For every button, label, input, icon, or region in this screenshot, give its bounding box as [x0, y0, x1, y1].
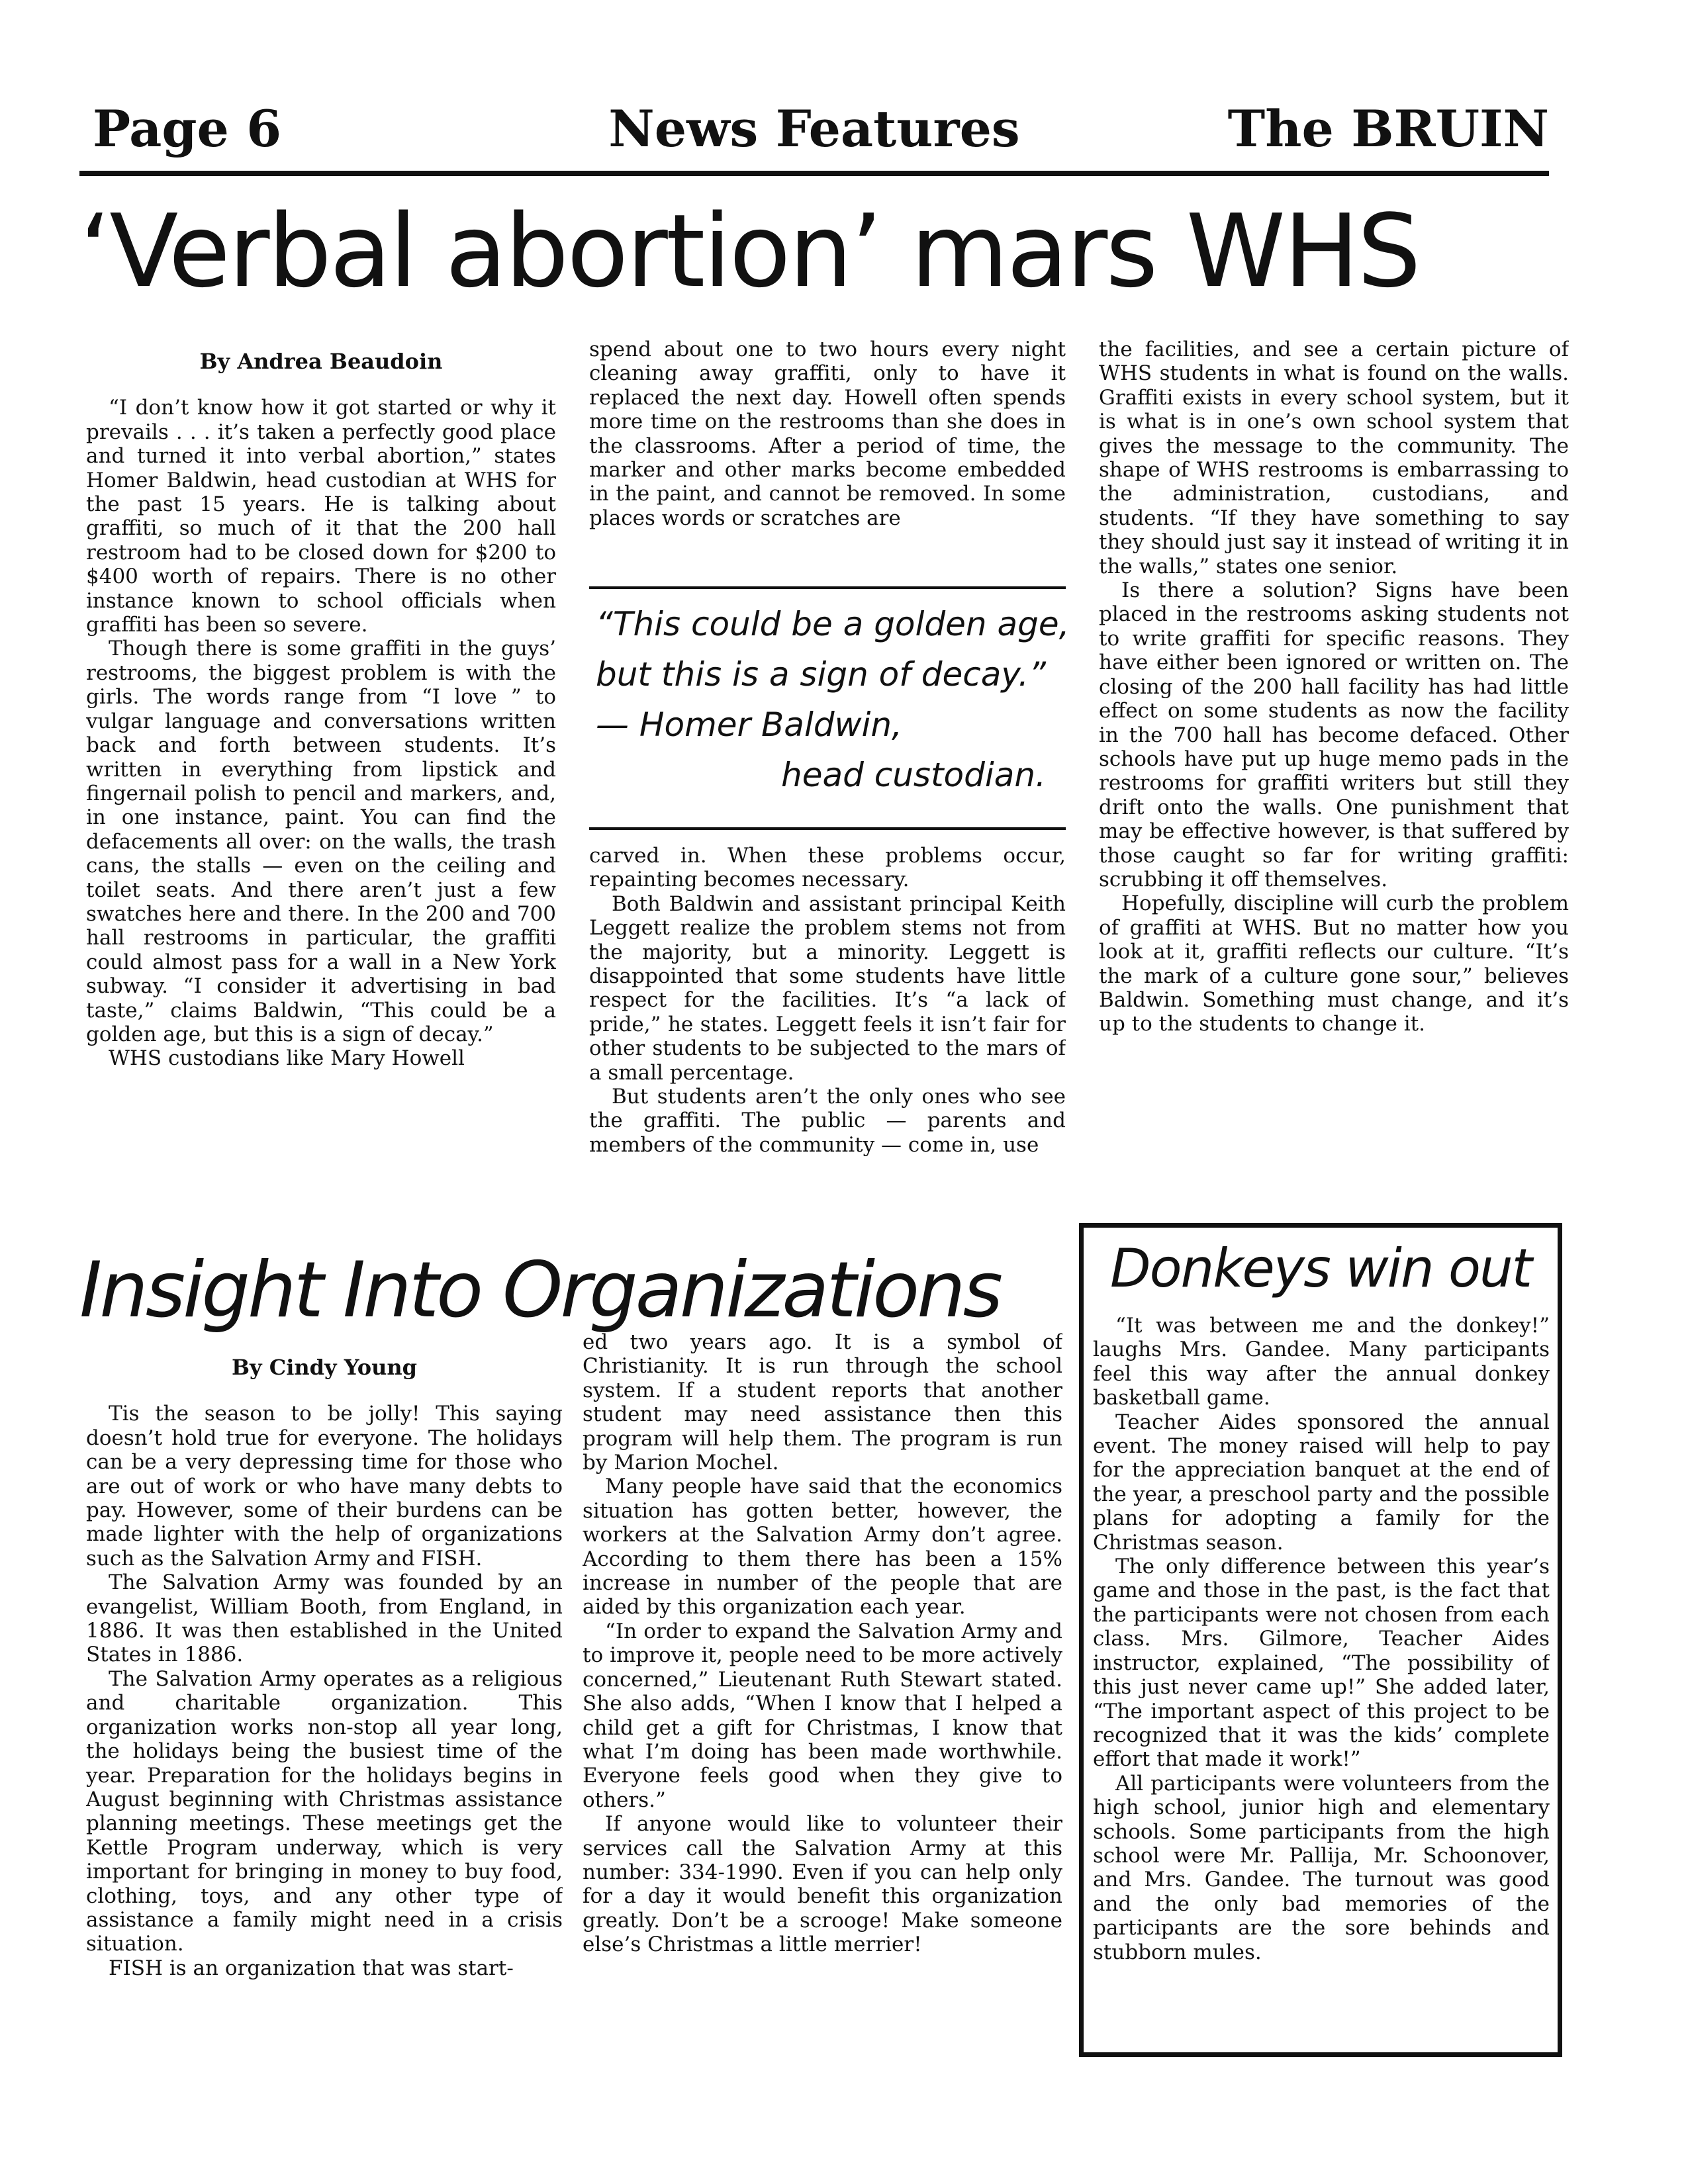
paragraph: Though there is some graffiti in the guys’ restrooms, the biggest problem is with the girls. The words range from “I love ” to vulgar language and conversations written back and forth between students. It’s written in everything from lipstick and fingernail polish to pencil and markers, and, in one instance, paint. You can find the defacements all over: on the walls, the trash cans, the stalls — even on the ceiling and toilet seats. And there aren’t just a few swatches here and there. In the 200 and 700 hall restrooms in particular, the graffiti could almost pass for a wall in a New York subway. “I consider it advertising in bad taste,” claims Baldwin, “This could be a golden age, but this is a sign of decay.”	[86, 637, 556, 1046]
paragraph: ed two years ago. It is a symbol of Christianity. It is run through the school system. If a student reports that another student may need assistance then this program will help them. The program is run by Marion Mochel.	[583, 1330, 1062, 1475]
masthead	[79, 93, 1549, 165]
paragraph: Tis the season to be jolly! This saying doesn’t hold true for everyone. The holidays can be a very depressing time for those who are out of work or who have many debts to pay. However, some of their burdens can be made lighter with the help of organizations such as the Salvation Army and FISH.	[86, 1402, 563, 1570]
paragraph: FISH is an organization that was start-	[109, 1956, 514, 1980]
pull-quote-top-rule	[589, 586, 1066, 589]
pull-quote-text	[596, 599, 1070, 800]
masthead-rule	[79, 171, 1549, 176]
pull-quote-attribution: — Homer Baldwin,	[596, 705, 902, 744]
paragraph: Many people have said that the economics situation has gotten better, however, the workers at the Salvation Army don’t agree. According to them there has been a 15% increase in number of the people that are aided by this organization each year.	[583, 1475, 1062, 1619]
donkeys-sidebar-box	[1079, 1223, 1562, 2057]
paragraph: the facilities, and see a certain picture of WHS students in what is found on the walls. Graffiti exists in every school system, but it is what is in one’s own school system that gives the message to the community. The shape of WHS restrooms is embarrassing to the administration, custodians, and students. “If they have something to say they should just say it instead of writing it in the walls,” states one senior.	[1099, 338, 1569, 578]
organizations-column-1	[86, 1343, 563, 2058]
publication-name: The BRUIN	[1227, 99, 1549, 158]
paragraph: The only difference between this year’s game and those in the past, is the fact that the participants were not chosen from each class. Mrs. Gilmore, Teacher Aides instructor, explained, “The possibility of this just never came up!” She added later, “The important aspect of this project to be recognized that it was the kids’ complete effort that made it work!”	[1093, 1555, 1550, 1772]
pull-quote	[589, 582, 1070, 841]
paragraph: All participants were volunteers from the high school, junior high and elementary schools. Some participants from the high school were Mr. Pallija, Mr. Schoonover, and Mrs. Gandee. The turnout was good and the only bad memories of the participants are the sore behinds and stubborn mules.	[1093, 1771, 1550, 1964]
organizations-headline: Insight Into Organizations	[79, 1246, 1001, 1335]
paragraph: Both Baldwin and assistant principal Keith Leggett realize the problem stems not from the majority, but a minority. Leggett is disappointed that some students have little respect for the facilities. It’s “a lack of pride,” he states. Leggett feels it isn’t fair for other students to be subjected to the mars of a small percentage.	[589, 891, 1066, 1085]
pull-quote-line-2: but this is a sign of decay.”	[596, 655, 1046, 694]
organizations-byline: By Cindy Young	[231, 1355, 418, 1380]
paragraph: carved in. When these problems occur, repainting becomes necessary.	[589, 844, 1066, 892]
paragraph: “I don’t know how it got started or why it prevails . . . it’s taken a perfectly good place and turned it into verbal abortion,” states Homer Baldwin, head custodian at WHS for the past 15 years. He is talking about graffiti, so much of it that the 200 hall restroom had to be closed down for $200 to $400 worth of repairs. There is no other instance known to school officials when graffiti has been so severe.	[86, 396, 556, 637]
paragraph: spend about one to two hours every night cleaning away graffiti, only to have it replaced the next day. Howell often spends more time on the restrooms than she does in the classrooms. After a period of time, the marker and other marks become embedded in the paint, and cannot be removed. In some places words or scratches are	[589, 338, 1066, 530]
graffiti-headline: ‘Verbal abortion’ mars WHS	[79, 193, 1419, 310]
paragraph: If anyone would like to volunteer their services call the Salvation Army at this number: 334-1990. Even if you can help only for a day it would benefit this organization greatly. Don’t be a scrooge! Make someone else’s Christmas a little merrier!	[583, 1812, 1062, 1957]
organizations-column-2	[583, 1330, 1062, 2065]
paragraph: Teacher Aides sponsored the annual event. The money raised will help to pay for the appreciation banquet at the end of the year, a preschool party and the possible plans for adopting a family for the Christmas season.	[1093, 1410, 1550, 1555]
paragraph: WHS custodians like Mary Howell	[109, 1046, 465, 1071]
paragraph: The Salvation Army operates as a religious and charitable organization. This organization works non-stop all year long, the holidays being the busiest time of the year. Preparation for the holidays begins in August beginning with Christmas assistance planning meetings. These meetings get the Kettle Program underway, which is very important for bringing in money to buy food, clothing, toys, and any other type of assistance a family might need in a crisis situation.	[86, 1666, 563, 1956]
graffiti-column-2-top	[589, 338, 1066, 582]
graffiti-column-2-bottom	[589, 844, 1066, 1214]
pull-quote-role: head custodian.	[781, 756, 1046, 794]
paragraph: “It was between me and the donkey!” laughs Mrs. Gandee. Many participants feel this way after the annual donkey basketball game.	[1093, 1314, 1550, 1410]
pull-quote-line-1: “This could be a golden age,	[596, 605, 1070, 643]
paragraph: “In order to expand the Salvation Army and to improve it, people need to be more actively concerned,” Lieutenant Ruth Stewart stated. She also adds, “When I know that I helped a child get a gift for Christmas, I know that what I’m doing has been made worthwhile. Everyone feels good when they give to others.”	[583, 1619, 1062, 1812]
graffiti-column-3	[1099, 338, 1569, 1211]
paragraph: The Salvation Army was founded by an evangelist, William Booth, from England, in 1886. It was then established in the United States in 1886.	[86, 1570, 563, 1667]
donkeys-headline: Donkeys win out	[1109, 1238, 1532, 1299]
graffiti-column-1	[86, 338, 556, 1191]
paragraph: Is there a solution? Signs have been placed in the restrooms asking students not to write graffiti for specific reasons. They have either been ignored or written on. The closing of the 200 hall facility has had little effect on some students as now the facility in the 700 hall has become defaced. Other schools have put up huge memo pads in the restrooms for graffiti writers but still they drift onto the walls. One punishment that may be effective however, is that suffered by those caught so far for writing graffiti: scrubbing it off themselves.	[1099, 578, 1569, 891]
graffiti-byline: By Andrea Beaudoin	[199, 349, 443, 374]
section-name: News Features	[608, 99, 1020, 158]
donkeys-body	[1093, 1314, 1550, 2052]
pull-quote-bottom-rule	[589, 827, 1066, 830]
page-number: Page 6	[93, 99, 282, 158]
paragraph: Hopefully, discipline will curb the problem of graffiti at WHS. But no matter how you look at it, graffiti reflects our culture. “It’s the mark of a culture gone sour,” believes Baldwin. Something must change, and it’s up to the students to change it.	[1099, 891, 1569, 1036]
paragraph: But students aren’t the only ones who see the graffiti. The public — parents and members of the community — come in, use	[589, 1085, 1066, 1157]
